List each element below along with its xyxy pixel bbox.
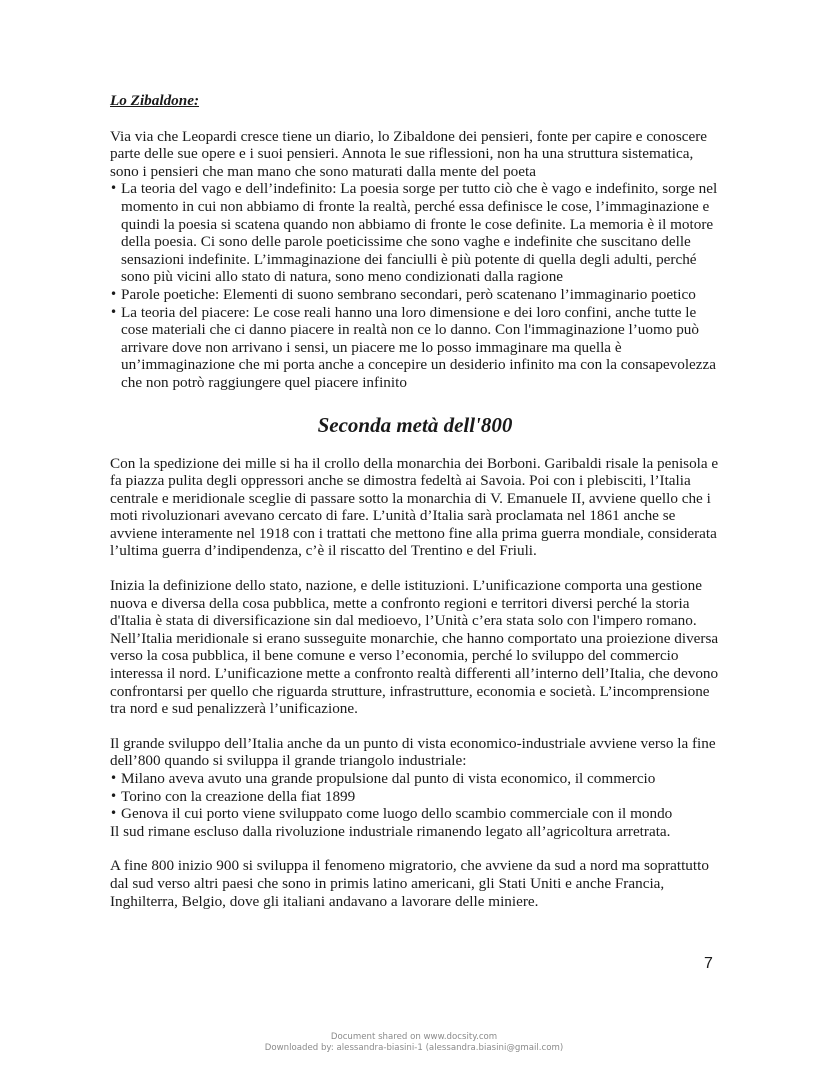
section-title-seconda-meta: Seconda metà dell'800 bbox=[317, 412, 513, 437]
list-item-text: La teoria del vago e dell’indefinito: La poesia sorge per tutto ciò che è vago e indefinito, sorge nel momento in cui non abbiamo di fronte la realtà, perché essa definisce le cose, l’immaginazione e quindi la poesia si scatena quando non abbiamo di fronte le cose definite. La memoria è il motore della poesia. Ci sono delle parole poeticissime che sono vaghe e indefinite che suscitano delle sensazioni indefinite. L’immaginazione dei fanciulli è più potente di quella degli adulti, perché sono più vicini allo stato di natura, sono meno condizionati dalla ragione bbox=[121, 180, 718, 286]
list-item bbox=[110, 788, 720, 806]
paragraph-fenomeno-migratorio: A fine 800 inizio 900 si sviluppa il fenomeno migratorio, che avviene da sud a nord ma soprattutto dal sud verso altri paesi che sono in primis latino americani, gli Stati Uniti e anche Francia, Inghilterra, Belgio, dove gli italiani andavano a lavorare delle miniere. bbox=[110, 857, 709, 910]
bullet-list-zibaldone bbox=[110, 180, 720, 391]
bullet-icon: • bbox=[110, 788, 118, 803]
list-item-text: La teoria del piacere: Le cose reali hanno una loro dimensione e dei loro confini, anche tutte le cose materiali che ci danno piacere in realtà non ce lo danno. Con l'immaginazione l’uomo può arrivare dove non arrivano i sensi, un piacere me lo posso immaginare ma quella è un’immaginazione che mi porta anche a concepire un desiderio infinito ma con la consapevolezza che non potrò raggiungere quel piacere infinito bbox=[121, 303, 717, 391]
bullet-icon: • bbox=[110, 304, 118, 319]
list-item bbox=[110, 304, 720, 392]
footer-downloaded-by: Downloaded by: alessandra-biasini-1 (alessandra.biasini@gmail.com) bbox=[264, 1043, 564, 1053]
paragraph-sud-escluso: Il sud rimane escluso dalla rivoluzione industriale rimanendo legato all’agricoltura arretrata. bbox=[110, 822, 671, 840]
paragraph-definizione-stato: Inizia la definizione dello stato, nazione, e delle istituzioni. L’unificazione comporta una gestione nuova e diversa della cosa pubblica, mette a confronto regioni e territori diversi perché la storia d'Italia è stata di diversificazione sin dal medioevo, l’Unità c’era stata solo con l'impero romano. Nell’Italia meridionale si erano susseguite monarchie, che hanno comportato una proiezione diversa verso la cosa pubblica, il bene comune e verso l’economia, perché lo sviluppo del commercio interessa il nord. L’unificazione mette a confronto realtà differenti all’interno dell’Italia, che devono confrontarsi per quello che riguarda strutture, infrastrutture, economia e società. L’incomprensione tra nord e sud penalizzerà l’unificazione. bbox=[110, 577, 719, 718]
list-item bbox=[110, 805, 720, 823]
list-item bbox=[110, 180, 720, 286]
page-number: 7 bbox=[704, 955, 713, 972]
bullet-icon: • bbox=[110, 286, 118, 301]
footer-shared-notice: Document shared on www.docsity.com bbox=[330, 1032, 498, 1042]
bullet-icon: • bbox=[110, 806, 118, 821]
paragraph-sviluppo-industriale: Il grande sviluppo dell’Italia anche da un punto di vista economico-industriale avviene verso la fine dell’800 quando si sviluppa il grande triangolo industriale: bbox=[110, 734, 716, 770]
section-heading-zibaldone: Lo Zibaldone: bbox=[110, 92, 200, 109]
list-item bbox=[110, 770, 720, 788]
bullet-list-triangolo bbox=[110, 770, 720, 823]
list-item-text: Genova il cui porto viene sviluppato come luogo dello scambio commerciale con il mondo bbox=[121, 805, 673, 823]
bullet-icon: • bbox=[110, 771, 118, 785]
paragraph-zibaldone-intro: Via via che Leopardi cresce tiene un diario, lo Zibaldone dei pensieri, fonte per capire e conoscere parte delle sue opere e i suoi pensieri. Annota le sue riflessioni, non ha una struttura sistematica, sono i pensieri che man mano che sono maturati dalla mente del poeta bbox=[110, 127, 708, 180]
list-item-text: Milano aveva avuto una grande propulsione dal punto di vista economico, il commercio bbox=[121, 770, 656, 787]
bullet-icon: • bbox=[110, 181, 118, 196]
list-item-text: Parole poetiche: Elementi di suono sembrano secondari, però scatenano l’immaginario poetico bbox=[121, 285, 696, 303]
list-item-text: Torino con la creazione della fiat 1899 bbox=[121, 787, 356, 805]
paragraph-spedizione-mille: Con la spedizione dei mille si ha il crollo della monarchia dei Borboni. Garibaldi risale la penisola e fa piazza pulita degli oppressori anche se dimostra fedeltà ai Savoia. Poi con i plebisciti, l’Italia centrale e meridionale sceglie di passare sotto la monarchia di V. Emanuele II, avviene quello che i moti rivoluzionari avevano cercato di fare. L’unità d’Italia sarà proclamata nel 1861 anche se avviene interamente nel 1918 con i trattati che mettono fine alla prima guerra mondiale, considerata l’ultima guerra d’indipendenza, c’è il riscatto del Trentino e del Friuli. bbox=[110, 454, 719, 560]
page-content bbox=[110, 92, 720, 910]
list-item bbox=[110, 286, 720, 304]
